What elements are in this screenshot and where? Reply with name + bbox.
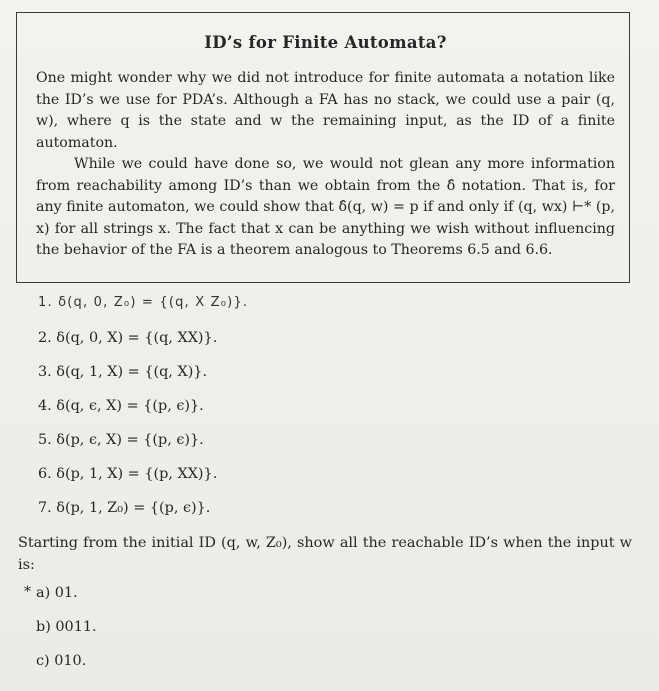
exercise-part-c-text: c) 010. [36, 653, 87, 669]
transition-rule-1: 1. δ(q, 0, Z₀) = {(q, X Z₀)}. [38, 295, 249, 310]
exercise-part-a [26, 582, 97, 616]
transition-rule-7: 7. δ(p, 1, Z₀) = {(p, ϵ)}. [38, 500, 211, 516]
transition-rule-3: 3. δ(q, 1, X) = {(q, X)}. [38, 364, 208, 380]
box-title: ID’s for Finite Automata? [204, 33, 447, 52]
exercise-question: Starting from the initial ID (q, w, Z₀), show all the reachable ID’s when the input w is: [18, 535, 632, 573]
exercise-part-b-text: b) 0011. [36, 619, 97, 635]
star-mark: * [24, 584, 31, 600]
transition-rule-4: 4. δ(q, ϵ, X) = {(p, ϵ)}. [38, 398, 204, 414]
transition-rule-2: 2. δ(q, 0, X) = {(q, XX)}. [38, 330, 218, 346]
sidebar-box [16, 12, 630, 283]
box-paragraph-1: One might wonder why we did not introduce for finite automata a notation like the ID’s we use for PDA’s. Although a FA has no stack, we could use a pair (q, w), where q is the state and w the remaining input, as the ID of a finite automaton. [36, 70, 615, 151]
transition-rule-5: 5. δ(p, ϵ, X) = {(p, ϵ)}. [38, 432, 204, 448]
exercise-part-a-text: a) 01. [36, 585, 78, 601]
exercise-part-c [26, 650, 97, 684]
exercise-parts [26, 582, 97, 684]
transition-rule-6: 6. δ(p, 1, X) = {(p, XX)}. [38, 466, 218, 482]
box-paragraph-2: While we could have done so, we would not glean any more information from reachability among ID’s than we obtain from the δ̂ notation. That is, for any finite automaton, we could show that δ̂(q, w) = p if and only if (q, wx) ⊢* (p, x) for all strings x. The fact that x can be anything we wish without influencing the behavior of the FA is a theorem analogous to Theorems 6.5 and 6.6. [36, 156, 615, 258]
exercise-part-b [26, 616, 97, 650]
transition-list [38, 293, 628, 525]
